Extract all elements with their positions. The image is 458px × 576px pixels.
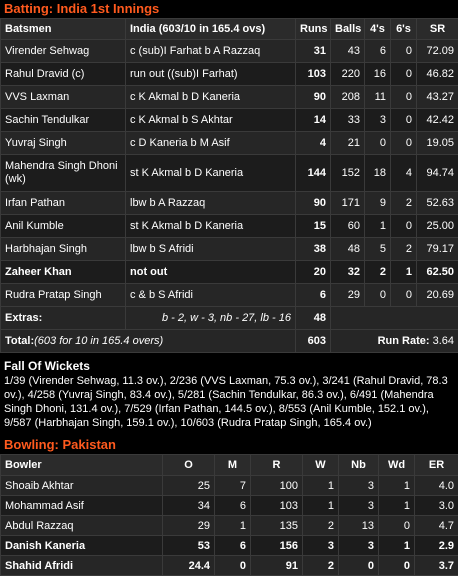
fours: 6 xyxy=(365,40,391,63)
overs: 53 xyxy=(163,536,215,556)
runs: 6 xyxy=(296,284,331,307)
run-rate-cell xyxy=(331,330,458,353)
fours: 1 xyxy=(365,215,391,238)
fall-of-wickets-text: 1/39 (Virender Sehwag, 11.3 ov.), 2/236 (VVS Laxman, 75.3 ov.), 3/241 (Rahul Dravid, 78.3 ov.), 4/258 (Yuvraj Singh, 83.4 ov.), 5/281 (Sachin Tendulkar, 86.3 ov.), 6/491 (Mahendra Singh Dhoni, 131.4 ov.), 7/529 (Irfan Pathan, 144.5 ov.), 8/553 (Anil Kumble, 152.1 ov.), 9/587 (Harbhajan Singh, 159.1 ov.), 10/603 (Rudra Pratap Singh, 165.4 ov.) xyxy=(0,373,458,436)
fours: 11 xyxy=(365,86,391,109)
sixes: 4 xyxy=(391,155,417,192)
maidens: 0 xyxy=(215,556,251,576)
header-runs: Runs xyxy=(296,19,331,40)
sixes: 0 xyxy=(391,284,417,307)
strike-rate: 72.09 xyxy=(417,40,458,63)
runs: 38 xyxy=(296,238,331,261)
strike-rate: 43.27 xyxy=(417,86,458,109)
overs: 25 xyxy=(163,476,215,496)
batsman-row xyxy=(1,40,458,63)
batsman-row xyxy=(1,109,458,132)
strike-rate: 46.82 xyxy=(417,63,458,86)
wides: 0 xyxy=(379,516,415,536)
sixes: 0 xyxy=(391,63,417,86)
strike-rate: 94.74 xyxy=(417,155,458,192)
wides: 1 xyxy=(379,536,415,556)
no-balls: 3 xyxy=(339,536,379,556)
no-balls: 13 xyxy=(339,516,379,536)
fours: 0 xyxy=(365,284,391,307)
maidens: 1 xyxy=(215,516,251,536)
wickets: 2 xyxy=(303,516,339,536)
runs: 4 xyxy=(296,132,331,155)
batting-header-row xyxy=(1,19,458,40)
dismissal: c D Kaneria b M Asif xyxy=(126,132,296,155)
batsman-row xyxy=(1,155,458,192)
bowler-name[interactable]: Abdul Razzaq xyxy=(1,516,163,536)
balls: 32 xyxy=(331,261,365,284)
batsman-row xyxy=(1,215,458,238)
total-label: Total: xyxy=(5,335,34,347)
header-balls: Balls xyxy=(331,19,365,40)
fours: 16 xyxy=(365,63,391,86)
strike-rate: 79.17 xyxy=(417,238,458,261)
fours: 5 xyxy=(365,238,391,261)
batsman-name[interactable]: Yuvraj Singh xyxy=(1,132,126,155)
economy: 2.9 xyxy=(415,536,458,556)
wides: 1 xyxy=(379,476,415,496)
sixes: 0 xyxy=(391,109,417,132)
header-economy: ER xyxy=(415,455,458,476)
no-balls: 3 xyxy=(339,476,379,496)
dismissal: lbw b A Razzaq xyxy=(126,192,296,215)
dismissal: c K Akmal b D Kaneria xyxy=(126,86,296,109)
bowler-name[interactable]: Mohammad Asif xyxy=(1,496,163,516)
sixes: 2 xyxy=(391,238,417,261)
batsman-name[interactable]: Anil Kumble xyxy=(1,215,126,238)
dismissal: c & b S Afridi xyxy=(126,284,296,307)
fours: 2 xyxy=(365,261,391,284)
header-runs-conceded: R xyxy=(251,455,303,476)
sixes: 0 xyxy=(391,215,417,238)
batsman-name[interactable]: Rahul Dravid (c) xyxy=(1,63,126,86)
batsman-row xyxy=(1,238,458,261)
dismissal: lbw b S Afridi xyxy=(126,238,296,261)
batsman-name[interactable]: VVS Laxman xyxy=(1,86,126,109)
fours: 9 xyxy=(365,192,391,215)
runs: 144 xyxy=(296,155,331,192)
bowler-row xyxy=(1,496,458,516)
balls: 21 xyxy=(331,132,365,155)
total-cell xyxy=(1,330,296,353)
bowling-header-row xyxy=(1,455,458,476)
header-bowler: Bowler xyxy=(1,455,163,476)
sixes: 2 xyxy=(391,192,417,215)
bowler-row xyxy=(1,556,458,576)
strike-rate: 20.69 xyxy=(417,284,458,307)
batsman-name[interactable]: Sachin Tendulkar xyxy=(1,109,126,132)
batsman-name[interactable]: Zaheer Khan xyxy=(1,261,126,284)
extras-detail: b - 2, w - 3, nb - 27, lb - 16 xyxy=(126,307,296,330)
balls: 43 xyxy=(331,40,365,63)
runs: 31 xyxy=(296,40,331,63)
header-wickets: W xyxy=(303,455,339,476)
sixes: 0 xyxy=(391,40,417,63)
runs: 90 xyxy=(296,86,331,109)
batsman-row-not-out xyxy=(1,261,458,284)
header-overs: O xyxy=(163,455,215,476)
balls: 48 xyxy=(331,238,365,261)
runs-conceded: 103 xyxy=(251,496,303,516)
balls: 60 xyxy=(331,215,365,238)
wickets: 1 xyxy=(303,496,339,516)
runs: 15 xyxy=(296,215,331,238)
extras-empty xyxy=(331,307,458,330)
balls: 33 xyxy=(331,109,365,132)
runs: 20 xyxy=(296,261,331,284)
bowler-row xyxy=(1,476,458,496)
runs-conceded: 135 xyxy=(251,516,303,536)
strike-rate: 52.63 xyxy=(417,192,458,215)
run-rate-label: Run Rate: xyxy=(378,335,430,347)
strike-rate: 25.00 xyxy=(417,215,458,238)
economy: 3.0 xyxy=(415,496,458,516)
header-dismissal: India (603/10 in 165.4 ovs) xyxy=(126,19,296,40)
batsman-row xyxy=(1,132,458,155)
overs: 29 xyxy=(163,516,215,536)
dismissal: not out xyxy=(126,261,296,284)
strike-rate: 19.05 xyxy=(417,132,458,155)
batsman-row xyxy=(1,86,458,109)
sixes: 0 xyxy=(391,132,417,155)
dismissal: c (sub)I Farhat b A Razzaq xyxy=(126,40,296,63)
wides: 0 xyxy=(379,556,415,576)
extras-label: Extras: xyxy=(1,307,126,330)
economy: 3.7 xyxy=(415,556,458,576)
sixes: 1 xyxy=(391,261,417,284)
fall-of-wickets-title: Fall Of Wickets xyxy=(0,353,458,373)
header-no-balls: Nb xyxy=(339,455,379,476)
run-rate-value: 3.64 xyxy=(433,335,454,347)
batsman-row xyxy=(1,284,458,307)
balls: 208 xyxy=(331,86,365,109)
economy: 4.7 xyxy=(415,516,458,536)
batsman-name[interactable]: Mahendra Singh Dhoni (wk) xyxy=(1,155,126,192)
balls: 152 xyxy=(331,155,365,192)
runs-conceded: 156 xyxy=(251,536,303,556)
total-row xyxy=(1,330,458,353)
bowling-scorecard xyxy=(0,454,458,576)
runs: 14 xyxy=(296,109,331,132)
balls: 220 xyxy=(331,63,365,86)
batsman-name[interactable]: Rudra Pratap Singh xyxy=(1,284,126,307)
header-sr: SR xyxy=(417,19,458,40)
header-wides: Wd xyxy=(379,455,415,476)
bowler-row xyxy=(1,536,458,556)
sixes: 0 xyxy=(391,86,417,109)
batting-scorecard xyxy=(0,18,458,353)
balls: 29 xyxy=(331,284,365,307)
strike-rate: 62.50 xyxy=(417,261,458,284)
bowling-title: Bowling: Pakistan xyxy=(0,436,458,454)
wickets: 2 xyxy=(303,556,339,576)
header-fours: 4's xyxy=(365,19,391,40)
batsman-name[interactable]: Irfan Pathan xyxy=(1,192,126,215)
batsman-row xyxy=(1,192,458,215)
bowler-name[interactable]: Shoaib Akhtar xyxy=(1,476,163,496)
batting-title: Batting: India 1st Innings xyxy=(0,0,458,18)
header-maidens: M xyxy=(215,455,251,476)
fours: 0 xyxy=(365,132,391,155)
dismissal: st K Akmal b D Kaneria xyxy=(126,155,296,192)
overs: 34 xyxy=(163,496,215,516)
strike-rate: 42.42 xyxy=(417,109,458,132)
no-balls: 0 xyxy=(339,556,379,576)
runs-conceded: 91 xyxy=(251,556,303,576)
batsman-row xyxy=(1,63,458,86)
dismissal: st K Akmal b D Kaneria xyxy=(126,215,296,238)
fours: 3 xyxy=(365,109,391,132)
header-batsmen: Batsmen xyxy=(1,19,126,40)
bowler-name[interactable]: Danish Kaneria xyxy=(1,536,163,556)
runs: 103 xyxy=(296,63,331,86)
header-sixes: 6's xyxy=(391,19,417,40)
economy: 4.0 xyxy=(415,476,458,496)
fours: 18 xyxy=(365,155,391,192)
wides: 1 xyxy=(379,496,415,516)
bowler-row xyxy=(1,516,458,536)
maidens: 6 xyxy=(215,536,251,556)
batsman-name[interactable]: Harbhajan Singh xyxy=(1,238,126,261)
no-balls: 3 xyxy=(339,496,379,516)
overs: 24.4 xyxy=(163,556,215,576)
wickets: 1 xyxy=(303,476,339,496)
maidens: 7 xyxy=(215,476,251,496)
total-detail: (603 for 10 in 165.4 overs) xyxy=(34,335,163,347)
maidens: 6 xyxy=(215,496,251,516)
runs: 90 xyxy=(296,192,331,215)
extras-row xyxy=(1,307,458,330)
dismissal: c K Akmal b S Akhtar xyxy=(126,109,296,132)
dismissal: run out ((sub)I Farhat) xyxy=(126,63,296,86)
extras-value: 48 xyxy=(296,307,331,330)
balls: 171 xyxy=(331,192,365,215)
bowler-name[interactable]: Shahid Afridi xyxy=(1,556,163,576)
wickets: 3 xyxy=(303,536,339,556)
total-value: 603 xyxy=(296,330,331,353)
runs-conceded: 100 xyxy=(251,476,303,496)
batsman-name[interactable]: Virender Sehwag xyxy=(1,40,126,63)
